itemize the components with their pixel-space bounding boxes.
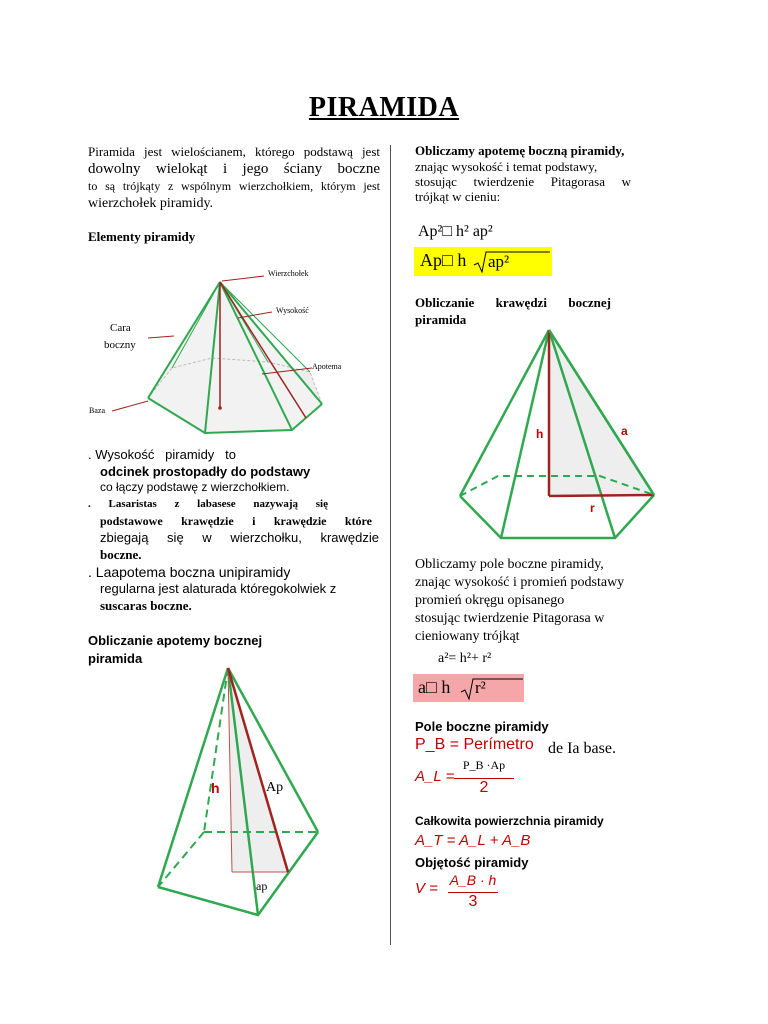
def-edges-line-2: podstawowe krawędzie i krawędzie które bbox=[100, 514, 372, 528]
label-face-2: boczny bbox=[104, 339, 136, 351]
label-base: Baza bbox=[89, 406, 105, 415]
al-denominator: 2 bbox=[479, 779, 489, 796]
calc-line-2: znając wysokość i temat podstawy, bbox=[415, 159, 598, 174]
fig2-label-a: a bbox=[621, 424, 628, 438]
edge-heading-text: Obliczanie krawędzi bocznej bbox=[415, 295, 611, 310]
calc-line-3: stosując twierdzenie Pitagorasa w bbox=[415, 174, 631, 189]
equation-edge-box bbox=[413, 674, 524, 702]
apothem-heading-line-1: Obliczanie apotemy bocznej bbox=[88, 633, 263, 648]
label-apothem: Apotema bbox=[312, 362, 342, 371]
def-apothem-line-3: suscaras boczne. bbox=[100, 598, 192, 613]
fig2-label-h: h bbox=[536, 427, 544, 441]
fig3-label-ap: ap bbox=[256, 879, 268, 893]
fig3-label-Ap: Ap bbox=[266, 780, 284, 795]
lat-line-4: stosując twierdzenie Pitagorasa w bbox=[415, 611, 605, 626]
equation-apothem-squared: Ap²□ h² ap² bbox=[418, 223, 493, 240]
pb-definition-text: de Ia base. bbox=[548, 740, 616, 757]
def-apothem-line-1: . Laapotema boczna unipiramidy bbox=[88, 564, 291, 580]
elements-heading: Elementy piramidy bbox=[88, 229, 196, 244]
equation-edge-radicand: r² bbox=[475, 678, 486, 697]
label-face-1: Cara bbox=[110, 322, 131, 334]
equation-apothem-radicand: ap² bbox=[488, 252, 510, 271]
lateral-calc-paragraph bbox=[415, 556, 643, 646]
label-height: Wysokość bbox=[276, 306, 309, 315]
page-title: PIRAMIDA bbox=[308, 92, 460, 123]
def-edges-line-3: zbiegają się w wierzchołku, krawędzie bbox=[100, 530, 379, 545]
edge-heading-line-2: piramida bbox=[415, 312, 467, 327]
lat-line-3: promień okręgu opisanego bbox=[415, 593, 565, 608]
label-apex: Wierzchołek bbox=[268, 269, 309, 278]
def-height-line-2: odcinek prostopadły do podstawy bbox=[100, 464, 311, 479]
def-height-line-3: co łączy podstawę z wierzchołkiem. bbox=[100, 480, 290, 494]
intro-line-3: to są trójkąty z wspólnym wierzchołkiem, którym jest bbox=[88, 179, 380, 193]
al-lhs: A_L = bbox=[415, 768, 455, 785]
calc-line-4: trójkąt w cieniu: bbox=[415, 189, 501, 204]
al-numerator: P_B ·Ap bbox=[462, 758, 506, 772]
at-formula: A_T = A_L + A_B bbox=[415, 832, 531, 849]
v-denominator: 3 bbox=[468, 893, 478, 910]
volume-heading: Objętość piramidy bbox=[415, 855, 529, 870]
pole-heading: Pole boczne piramidy bbox=[415, 719, 549, 734]
calc-line-1: Obliczamy apotemę boczną piramidy, bbox=[415, 143, 625, 158]
fig2-label-r: r bbox=[590, 501, 595, 515]
equation-edge-left: a□ h bbox=[418, 677, 451, 697]
intro-line-2: dowolny wielokąt i jego ściany boczne bbox=[88, 161, 380, 177]
fig3-label-h: h bbox=[211, 780, 220, 796]
equation-edge-squared: a²= h²+ r² bbox=[438, 651, 492, 666]
equation-apothem-left: Ap□ h bbox=[420, 250, 467, 270]
def-edges-line-1: . Lasaristas z labasese nazywają się bbox=[88, 498, 328, 510]
lat-line-5: cieniowany trójkąt bbox=[415, 629, 520, 644]
v-lhs: V = bbox=[415, 880, 438, 897]
def-apothem-line-2: regularna jest alaturada któregokolwiek z bbox=[100, 581, 337, 596]
intro-line-1: Piramida jest wielościanem, którego podstawą jest bbox=[88, 144, 380, 159]
pb-definition-math: P_B = Perímetro bbox=[415, 736, 534, 753]
lat-line-1: Obliczamy pole boczne piramidy, bbox=[415, 557, 604, 572]
total-area-heading: Całkowita powierzchnia piramidy bbox=[415, 814, 604, 828]
sqrt-symbol-2 bbox=[459, 676, 525, 702]
def-height-line-1: . Wysokość piramidy to bbox=[88, 447, 236, 462]
v-numerator: A_B · h bbox=[449, 872, 497, 888]
intro-line-4: wierzchołek piramidy. bbox=[88, 196, 214, 211]
apothem-heading-line-2: piramida bbox=[88, 651, 143, 666]
def-edges-line-4: boczne. bbox=[100, 547, 142, 562]
lat-line-2: znając wysokość i promień podstawy bbox=[415, 575, 625, 590]
